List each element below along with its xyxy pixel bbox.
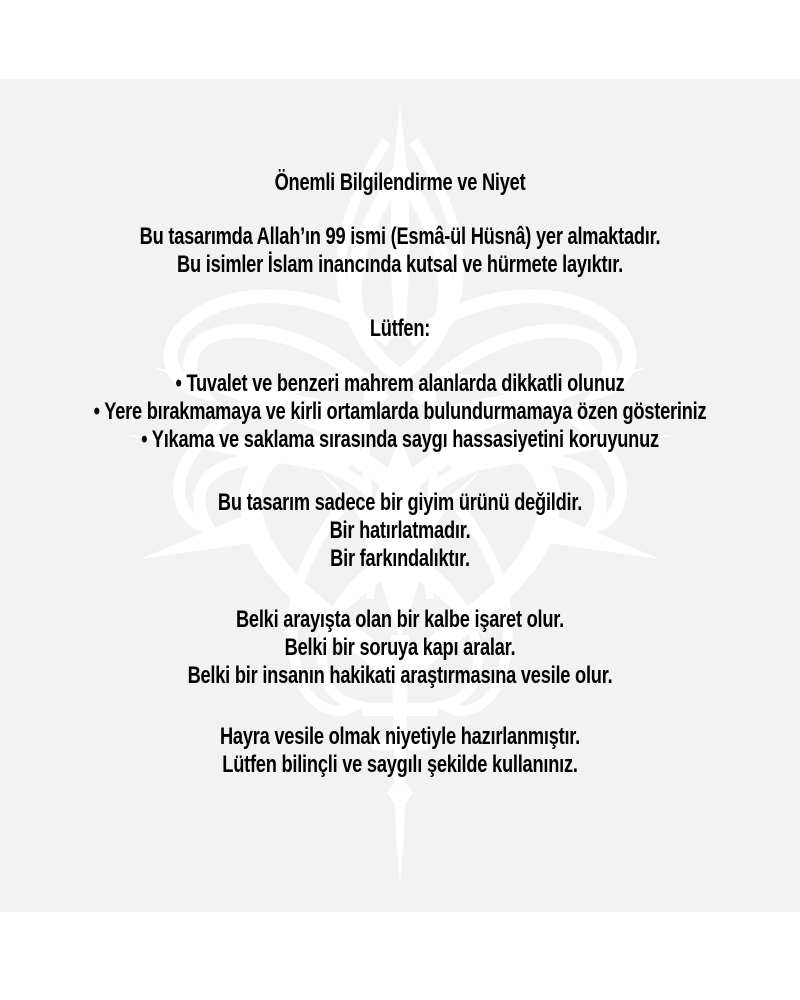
hope-line: Belki bir insanın hakikati araştırmasına vesile olur. [187,662,613,689]
care-bullet-list [20,370,780,454]
notice-text [20,169,780,779]
bullet-item: • Tuvalet ve benzeri mahrem alanlarda dikkatli olunuz [175,370,625,397]
closing-line: Hayra vesile olmak niyetiyle hazırlanmıştır. [219,723,581,750]
intro-paragraph [20,223,780,279]
notice-title-block [20,169,780,197]
intro-line: Bu tasarımda Allah’ın 99 ismi (Esmâ-ül Hüsnâ) yer almaktadır. [139,223,661,250]
bullet-item: • Yere bırakmamaya ve kirli ortamlarda bulundurmamaya özen gösteriniz [93,398,707,425]
hope-line: Belki bir soruya kapı aralar. [284,634,516,661]
please-label-block [20,315,780,343]
closing-paragraph [20,723,780,779]
page-title: Önemli Bilgilendirme ve Niyet [274,169,526,196]
intro-line: Bu isimler İslam inancında kutsal ve hürmete layıktır. [177,251,623,278]
meaning-line: Bir hatırlatmadır. [329,517,471,544]
hope-paragraph [20,606,780,690]
closing-line: Lütfen bilinçli ve saygılı şekilde kullanınız. [222,751,578,778]
meaning-paragraph [20,489,780,573]
bullet-item: • Yıkama ve saklama sırasında saygı hassasiyetini koruyunuz [141,426,659,453]
meaning-line: Bir farkındalıktır. [330,545,470,572]
please-label: Lütfen: [369,315,431,342]
meaning-line: Bu tasarım sadece bir giyim ürünü değildir. [217,489,583,516]
hope-line: Belki arayışta olan bir kalbe işaret olur. [235,606,565,633]
